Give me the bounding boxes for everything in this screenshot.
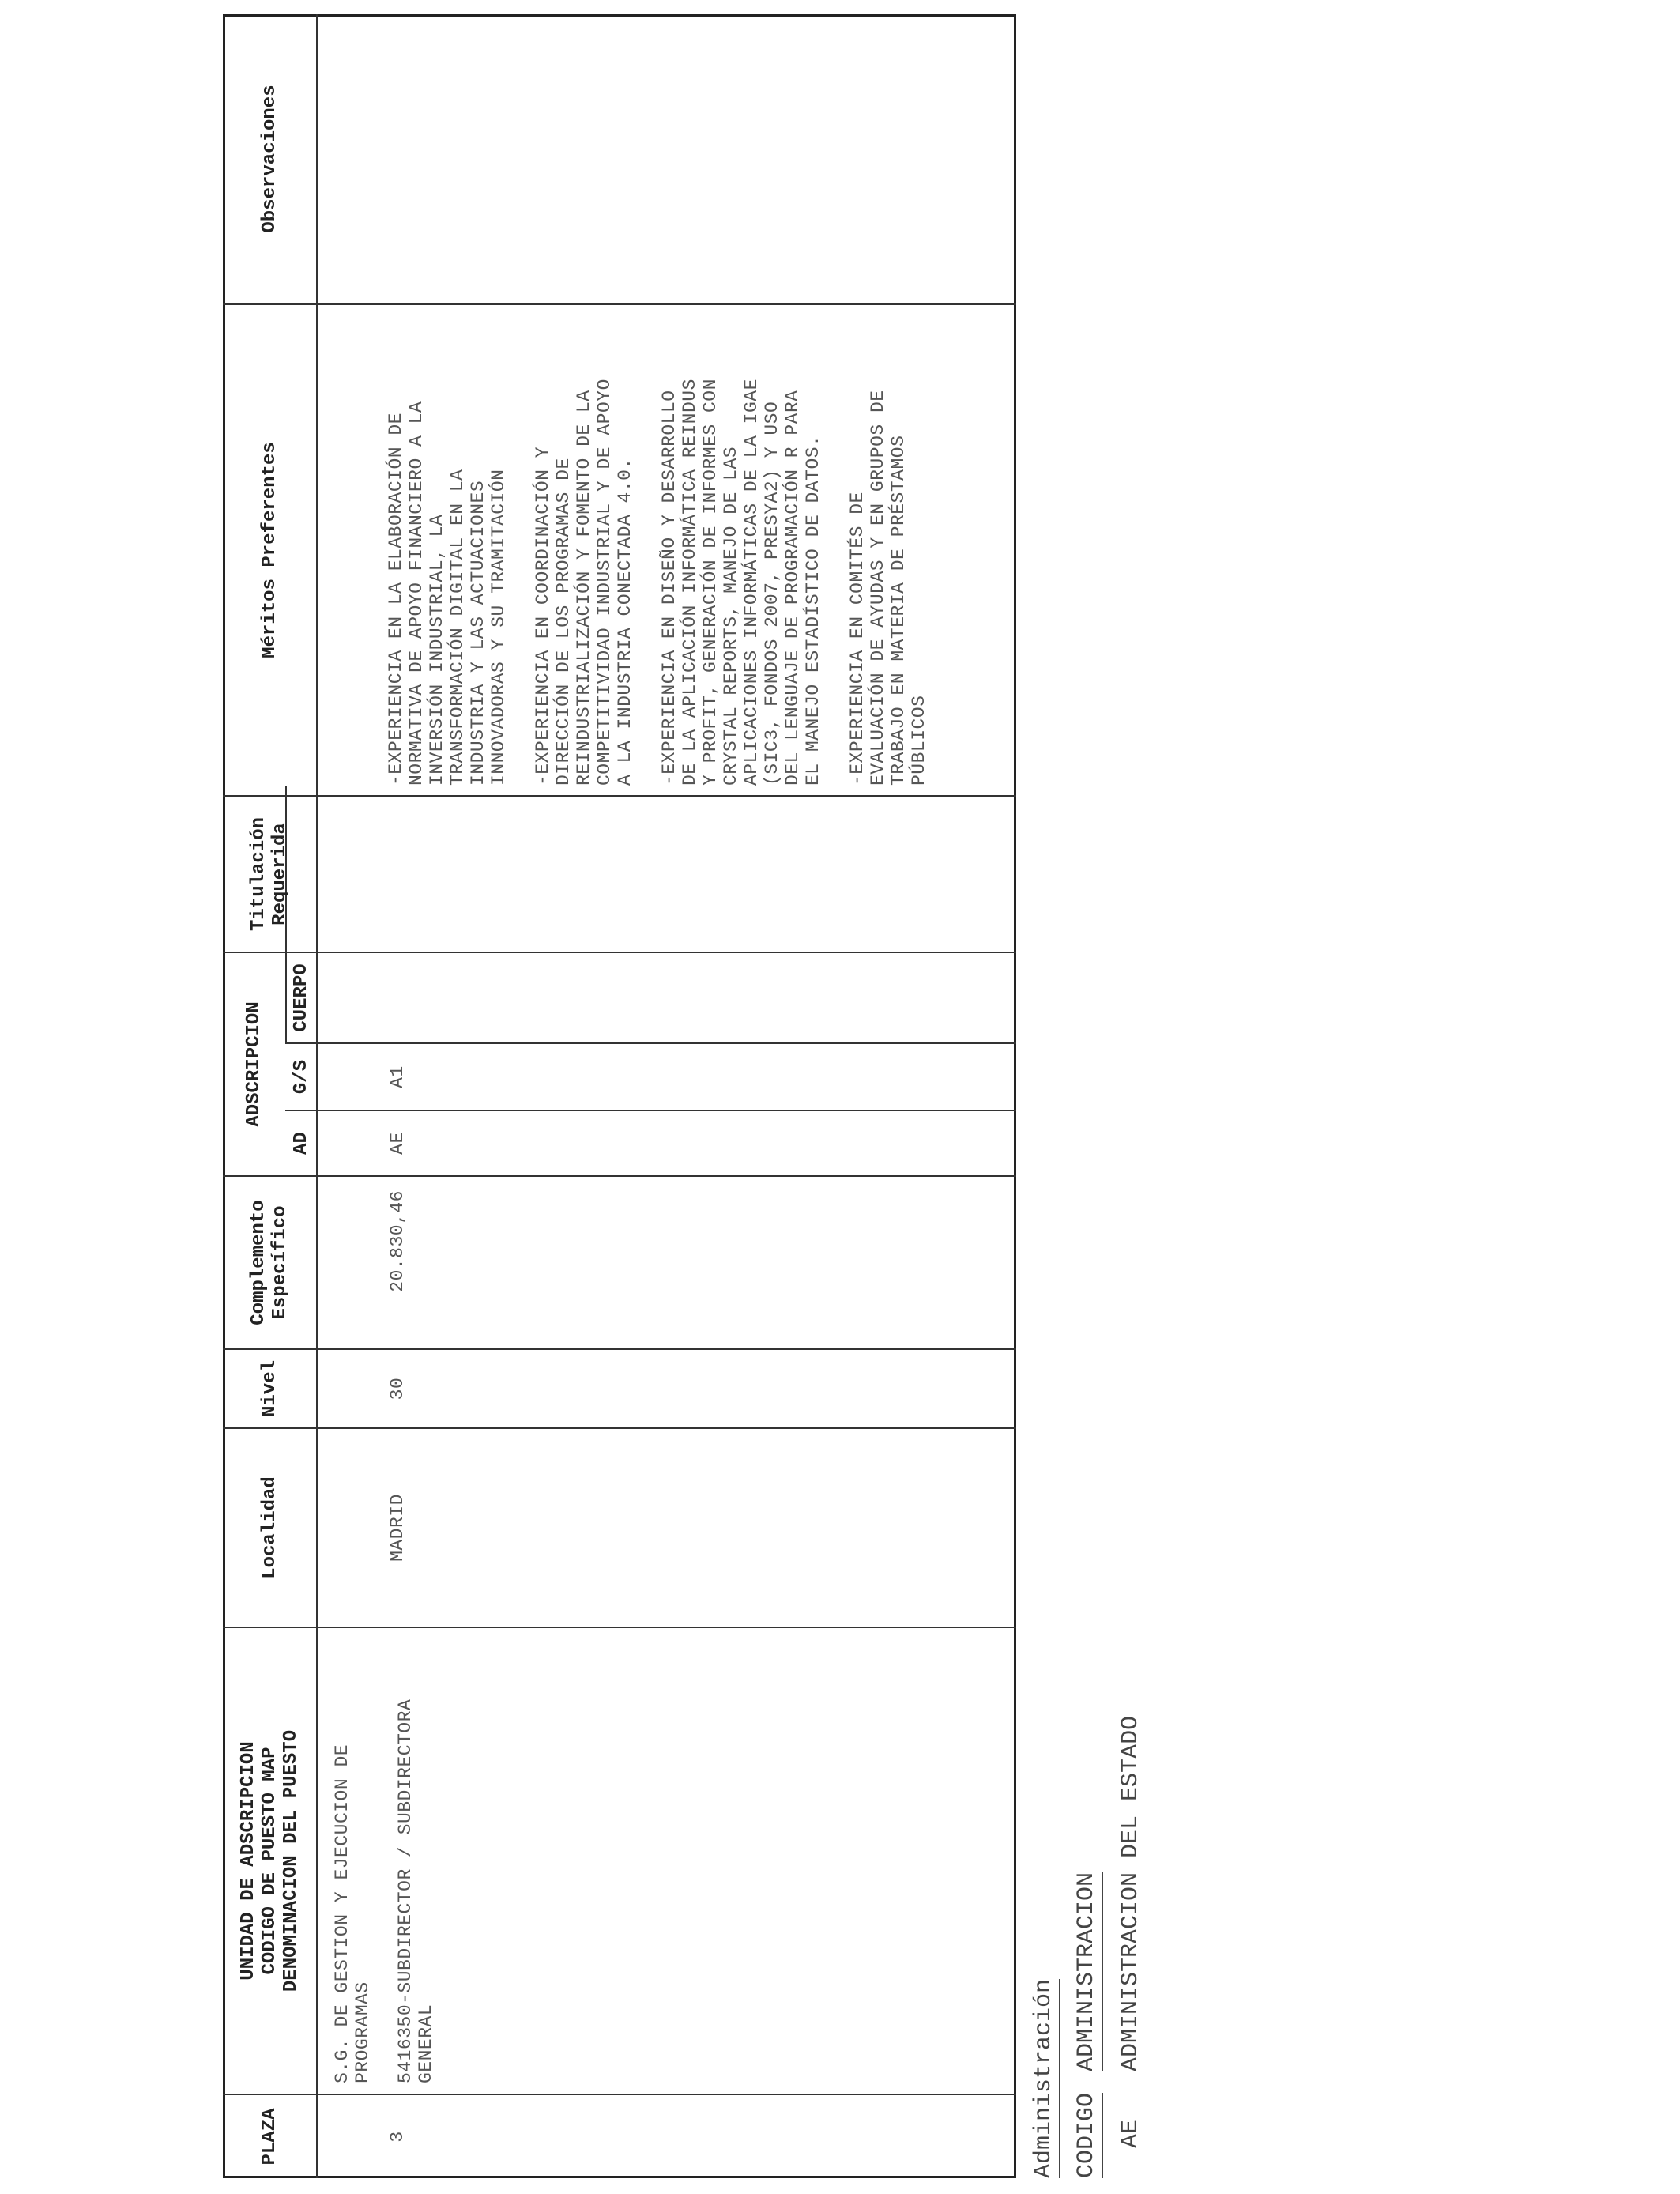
puesto-line1: 5416350-SUBDIRECTOR / SUBDIRECTORA: [395, 1698, 416, 2083]
cell-ad: AE: [387, 1132, 408, 1155]
header-adscripcion-label: ADSCRIPCION: [243, 1001, 265, 1127]
header-gs-label: G/S: [291, 1059, 312, 1095]
header-unidad-line2: CODIGO DE PUESTO MAP: [258, 1747, 281, 1975]
header-ad-label: AD: [291, 1132, 312, 1155]
legend-code: AE: [1117, 2119, 1144, 2148]
col-divider: [223, 795, 1016, 797]
cell-gs: A1: [387, 1065, 408, 1088]
header-complemento-line1: Complemento: [248, 1200, 269, 1325]
legend-title-text: Administración: [1030, 1979, 1060, 2178]
col-divider: [223, 952, 1016, 953]
header-unidad-line1: UNIDAD DE ADSCRIPCION: [237, 1741, 259, 1981]
cell-meritos: [386, 308, 953, 786]
header-complemento: [223, 1177, 316, 1348]
header-adscripcion: [223, 953, 285, 1175]
cell-nivel: 30: [387, 1377, 408, 1400]
header-titulacion-line1: Titulación: [248, 816, 269, 932]
col-divider: [223, 2094, 1016, 2095]
header-nivel: [223, 1350, 316, 1427]
header-localidad: [223, 1429, 316, 1627]
header-divider: [316, 14, 318, 2178]
col-divider: [223, 1348, 1016, 1350]
unidad-line1: S.G. DE GESTION Y EJECUCION DE: [332, 1744, 352, 2083]
header-localidad-label: Localidad: [258, 1476, 281, 1579]
header-gs: [287, 1044, 316, 1110]
merito-item: -EXPERIENCIA EN COORDINACIÓN Y DIRECCIÓN DE LOS PROGRAMAS DE REINDUSTRIALIZACIÓN Y FOMENTO DE LA COMPETITIVIDAD INDUSTRIAL Y DE APOYO A LA INDUSTRIA CONECTADA 4.0.: [533, 379, 635, 786]
unidad-line2: PROGRAMAS: [352, 1981, 373, 2083]
cell-plaza: 3: [387, 2131, 408, 2143]
header-unidad: [223, 1628, 316, 2094]
header-ad: [287, 1111, 316, 1175]
header-plaza: [223, 2095, 316, 2178]
header-cuerpo-label: CUERPO: [291, 963, 312, 1032]
legend-header-codigo: [1073, 2093, 1100, 2178]
header-titulacion: [223, 797, 316, 952]
header-nivel-label: Nivel: [258, 1360, 281, 1418]
merito-item: -EXPERIENCIA EN LA ELABORACIÓN DE NORMATIVA DE APOYO FINANCIERO A LA INVERSIÓN INDUSTRIAL, LA TRANSFORMACIÓN DIGITAL EN LA INDUSTRIA Y LAS ACTUACIONES INNOVADORAS Y SU TRAMITACIÓN: [386, 401, 509, 786]
puesto-line2: GENERAL: [416, 2004, 436, 2083]
legend-name: ADMINISTRACION DEL ESTADO: [1117, 1715, 1144, 2071]
merito-item: -EXPERIENCIA EN COMITÉS DE EVALUACIÓN DE AYUDAS Y EN GRUPOS DE TRABAJO EN MATERIA DE PRÉSTAMOS PÚBLICOS: [847, 390, 929, 786]
header-titulacion-line2: Requerida: [269, 823, 291, 925]
legend-title: [1030, 1979, 1057, 2178]
header-complemento-line2: Específico: [269, 1205, 291, 1320]
col-divider: [223, 1175, 1016, 1177]
header-cuerpo: [287, 953, 316, 1042]
header-observaciones: [223, 14, 316, 303]
legend-codigo-label: CODIGO: [1073, 2093, 1103, 2178]
col-divider: [223, 1627, 1016, 1628]
legend-admin-label: ADMINISTRACION: [1073, 1872, 1103, 2071]
header-meritos: [223, 305, 316, 795]
cell-unidad: [332, 1633, 436, 2083]
merito-item: -EXPERIENCIA EN DISEÑO Y DESARROLLO DE LA APLICACIÓN INFORMÁTICA REINDUS Y PROFIT, GENERACIÓN DE INFORMES CON CRYSTAL REPORTS, MANEJO DE LAS APLICACIONES INFORMÁTICAS DE LA IGAE (SIC3, FONDOS 2007, PRESYA2) Y USO DEL LENGUAJE DE PROGRAMACIÓN R PARA EL MANEJO ESTADÍSTICO DE DATOS.: [659, 379, 823, 786]
header-meritos-label: Méritos Preferentes: [258, 442, 281, 658]
cell-complemento: 20.830,46: [387, 1190, 408, 1292]
header-unidad-line3: DENOMINACION DEL PUESTO: [280, 1729, 302, 1992]
header-observaciones-label: Observaciones: [258, 85, 281, 233]
header-plaza-label: PLAZA: [258, 2108, 281, 2166]
col-divider: [223, 303, 1016, 305]
cell-localidad: MADRID: [387, 1494, 408, 1562]
legend-header-admin: [1073, 1872, 1100, 2071]
col-divider: [223, 1427, 1016, 1429]
